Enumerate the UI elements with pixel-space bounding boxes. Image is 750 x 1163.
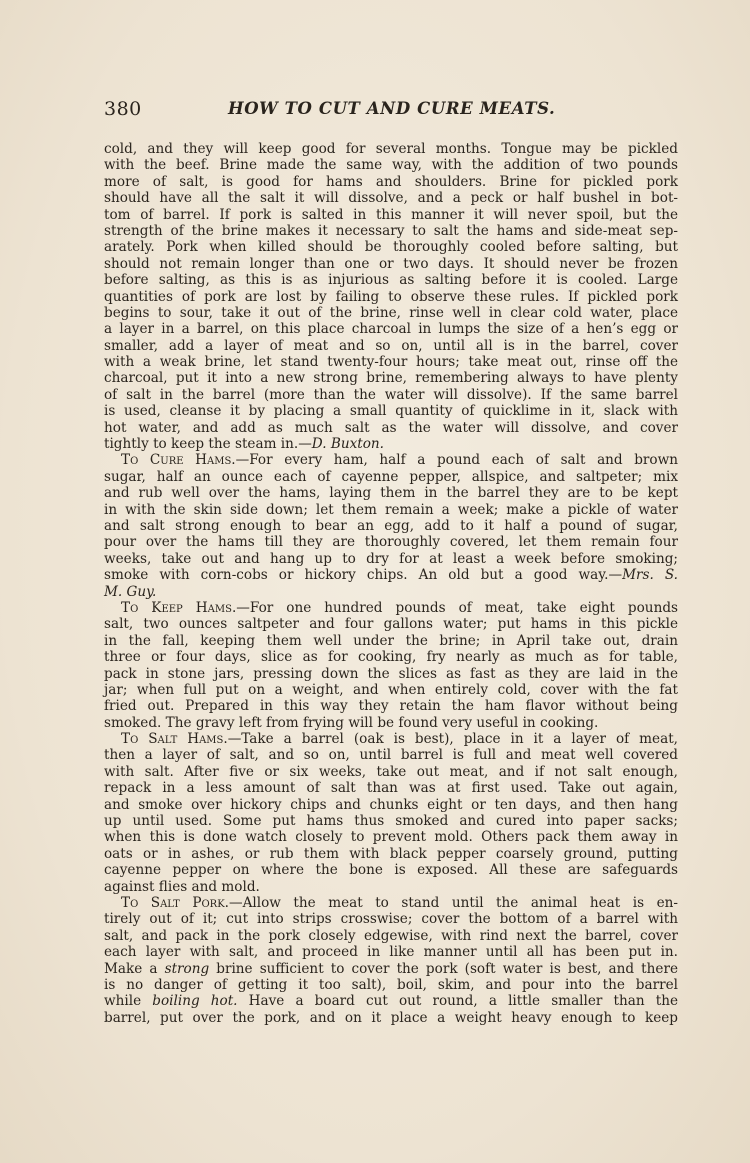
text-line: [104, 272, 678, 288]
line-text: smoked. The gravy left from frying will be found very useful in cooking.: [104, 714, 599, 731]
text-line: [104, 387, 678, 403]
line-text: salt, and pack in the pork closely edgewise, with rind next the barrel, cover: [104, 927, 678, 944]
line-text-continued: brine sufficient to cover the pork (soft water is best, and there: [209, 960, 678, 977]
text-line: [104, 731, 678, 747]
line-text: begins to sour, take it out of the brine, rinse well in clear cold water, place: [104, 304, 678, 321]
text-line: [104, 518, 678, 534]
line-text: charcoal, put it into a new strong brine, remembering always to have plenty: [104, 370, 678, 387]
line-text: hot water, and add as much salt as the water will dissolve, and cover: [104, 419, 678, 436]
text-line: [104, 698, 678, 714]
line-text: repack in a less amount of salt than was at first used. Take out again,: [104, 780, 678, 797]
line-text: smaller, add a layer of meat and so on, until all is in the barrel, cover: [104, 337, 678, 354]
body-text: [104, 141, 678, 1026]
page-header: [104, 98, 678, 122]
text-line: [104, 928, 678, 944]
line-text: quantities of pork are lost by failing to observe these rules. If pickled pork: [104, 288, 678, 305]
line-text-continued: Have a board cut out round, a little smaller than the: [237, 993, 679, 1010]
text-line: [104, 469, 678, 485]
text-line: [104, 239, 678, 255]
text-line: [104, 600, 678, 616]
line-text: each layer with salt, and proceed in like manner until all has been put in.: [104, 944, 678, 961]
line-text: tom of barrel. If pork is salted in this manner it will never spoil, but the: [104, 206, 678, 223]
text-line: [104, 879, 678, 895]
text-line: [104, 354, 678, 370]
text-line: [104, 633, 678, 649]
text-line: [104, 223, 678, 239]
text-line: [104, 911, 678, 927]
text-line: [104, 764, 678, 780]
line-text: while: [104, 993, 153, 1010]
line-text: with the beef. Brine made the same way, with the addition of two pounds: [104, 157, 678, 174]
line-text: fried out. Prepared in this way they retain the ham flavor without being: [104, 698, 678, 715]
line-text: jar; when full put on a weight, and when entirely cold, cover with the fat: [104, 681, 678, 698]
text-line: [104, 436, 678, 452]
line-text: is no danger of getting it too salt), boil, skim, and pour into the barrel: [104, 976, 678, 993]
line-text: up until used. Some put hams thus smoked and cured into paper sacks;: [104, 813, 678, 830]
line-text: —For one hundred pounds of meat, take eight pounds: [236, 599, 678, 616]
text-line: [104, 584, 678, 600]
line-text: with a weak brine, let stand twenty-four hours; take meat out, rinse off the: [104, 354, 678, 371]
line-text: tirely out of it; cut into strips crosswise; cover the bottom of a barrel with: [104, 911, 678, 928]
line-text: a layer in a barrel, on this place charcoal in lumps the size of a hen’s egg or: [104, 321, 678, 338]
text-line: [104, 846, 678, 862]
line-text: pack in stone jars, pressing down the slices as fast as they are laid in the: [104, 665, 678, 682]
line-text: three or four days, slice as for cooking, fry nearly as much as for table,: [104, 649, 678, 666]
line-text: sugar, half an ounce each of cayenne pepper, allspice, and saltpeter; mix: [104, 468, 678, 485]
line-text: smoke with corn-cobs or hickory chips. An old but a good way.—: [104, 567, 623, 584]
line-text: oats or in ashes, or rub them with black pepper coarsely ground, putting: [104, 845, 678, 862]
text-line: [104, 715, 678, 731]
line-text: salt, two ounces saltpeter and four gallons water; put hams in this pickle: [104, 616, 678, 633]
text-line: [104, 338, 678, 354]
line-text: weeks, take out and hang up to dry for at least a week before smoking;: [104, 550, 678, 567]
line-text: cayenne pepper on where the bone is exposed. All these are safeguards: [104, 862, 678, 879]
text-line: [104, 993, 678, 1009]
text-line: [104, 452, 678, 468]
line-text: with salt. After five or six weeks, take out meat, and if not salt enough,: [104, 763, 678, 780]
line-text: —Allow the meat to stand until the animal heat is en-: [228, 894, 678, 911]
line-text: against flies and mold.: [104, 878, 260, 895]
text-line: [104, 862, 678, 878]
section-heading: To Keep Hams.: [121, 599, 237, 616]
text-line: [104, 944, 678, 960]
text-line: [104, 649, 678, 665]
text-line: [104, 207, 678, 223]
line-text: arately. Pork when killed should be thoroughly cooled before salting, but: [104, 239, 678, 256]
line-text: in with the skin side down; let them remain a week; make a pickle of water: [104, 501, 678, 518]
page-number: 380: [104, 98, 142, 120]
text-line: [104, 321, 678, 337]
text-line: [104, 534, 678, 550]
line-text: is used, cleanse it by placing a small quantity of quicklime in it, slack with: [104, 403, 678, 420]
text-line: [104, 141, 678, 157]
line-text: should not remain longer than one or two days. It should never be frozen: [104, 255, 678, 272]
line-text: cold, and they will keep good for several months. Tongue may be pickled: [104, 141, 678, 157]
text-line: [104, 256, 678, 272]
section-heading: To Salt Pork.: [121, 894, 229, 911]
text-line: [104, 747, 678, 763]
italic-text: strong: [164, 960, 210, 977]
text-line: [104, 829, 678, 845]
text-line: [104, 403, 678, 419]
text-line: [104, 961, 678, 977]
text-line: [104, 1010, 678, 1026]
text-line: [104, 305, 678, 321]
text-line: [104, 567, 678, 583]
text-line: [104, 502, 678, 518]
line-text: in the fall, keeping them well under the brine; in April take out, drain: [104, 632, 678, 649]
italic-text: M. Guy.: [104, 583, 157, 600]
line-text: then a layer of salt, and so on, until barrel is full and meat well covered: [104, 747, 678, 764]
line-text: and smoke over hickory chips and chunks eight or ten days, and then hang: [104, 796, 678, 813]
line-text: and salt strong enough to bear an egg, add to it half a pound of sugar,: [104, 517, 678, 534]
italic-text: boiling hot.: [152, 993, 238, 1010]
line-text: before salting, as this is as injurious as salting before it is cooled. Large: [104, 272, 678, 289]
italic-text: D. Buxton.: [311, 436, 384, 453]
text-line: [104, 174, 678, 190]
text-line: [104, 895, 678, 911]
line-text: should have all the salt it will dissolve, and a peck or half bushel in bot-: [104, 190, 678, 207]
line-text: of salt in the barrel (more than the water will dissolve). If the same barrel: [104, 386, 678, 403]
line-text: when this is done watch closely to prevent mold. Others pack them away in: [104, 829, 678, 846]
line-text: barrel, put over the pork, and on it place a weight heavy enough to keep: [104, 1009, 678, 1026]
text-line: [104, 780, 678, 796]
text-line: [104, 551, 678, 567]
text-line: [104, 190, 678, 206]
line-text: —Take a barrel (oak is best), place in it a layer of meat,: [227, 731, 678, 748]
line-text: pour over the hams till they are thoroughly covered, let them remain four: [104, 534, 678, 551]
running-head: HOW TO CUT AND CURE MEATS.: [228, 99, 556, 118]
line-text: tightly to keep the steam in.—: [104, 436, 312, 453]
text-line: [104, 682, 678, 698]
text-line: [104, 420, 678, 436]
text-line: [104, 157, 678, 173]
section-heading: To Cure Hams.: [121, 452, 236, 469]
line-text: strength of the brine makes it necessary to salt the hams and side-meat sep-: [104, 222, 678, 239]
section-heading: To Salt Hams.: [121, 731, 228, 748]
text-line: [104, 977, 678, 993]
text-line: [104, 666, 678, 682]
text-line: [104, 797, 678, 813]
text-line: [104, 813, 678, 829]
text-line: [104, 370, 678, 386]
text-line: [104, 616, 678, 632]
text-line: [104, 289, 678, 305]
italic-text: Mrs. S.: [622, 567, 678, 584]
line-text: Make a: [104, 960, 165, 977]
line-text: —For every ham, half a pound each of salt and brown: [235, 452, 679, 469]
line-text: and rub well over the hams, laying them in the barrel they are to be kept: [104, 485, 678, 502]
text-line: [104, 485, 678, 501]
line-text: more of salt, is good for hams and shoulders. Brine for pickled pork: [104, 173, 678, 190]
